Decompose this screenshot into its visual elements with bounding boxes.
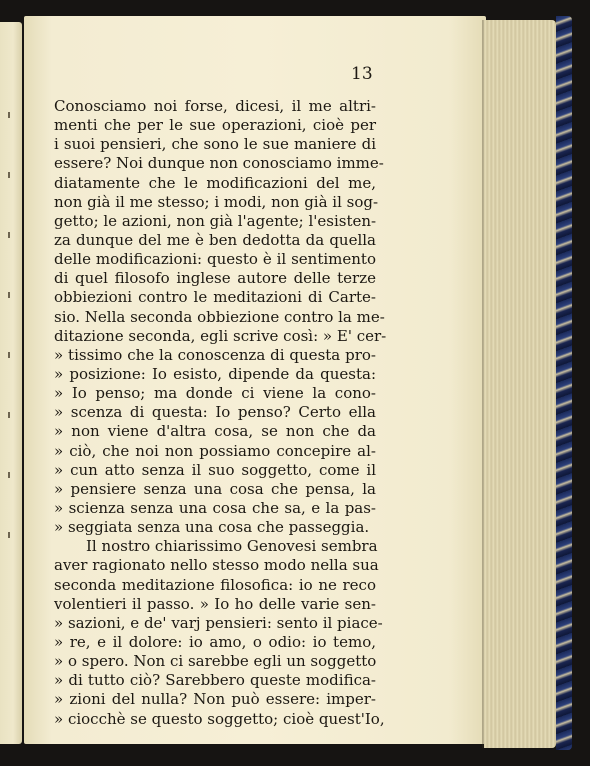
text-line: » sazioni, e de' varj pensieri: sento il piace- (54, 613, 383, 632)
text-line: » posizione: Io esisto, dipende da questa: (54, 364, 376, 383)
text-line: » Io penso; ma donde ci viene la cono- (54, 384, 376, 403)
text-line: sio. Nella seconda obbiezione contro la me- (54, 307, 385, 326)
text-line: obbiezioni contro le meditazioni di Carte- (54, 288, 376, 307)
text-line: diatamente che le modificazioni del me, (54, 173, 376, 192)
marbled-cover-edge (556, 16, 572, 750)
text-line: ditazione seconda, egli scrive così: » E' cer- (54, 326, 387, 345)
text-line: volentieri il passo. » Io ho delle varie sen- (54, 594, 376, 613)
text-line: » ciocchè se questo soggetto; cioè quest'Io, (54, 709, 385, 728)
text-line: » tissimo che la conoscenza di questa pro- (54, 345, 376, 364)
text-line: » scienza senza una cosa che sa, e la pas- (54, 498, 376, 517)
page-number: 13 (351, 64, 373, 84)
text-line: » pensiere senza una cosa che pensa, la (54, 479, 376, 498)
text-line: za dunque del me è ben dedotta da quella (54, 230, 376, 249)
text-line: » cun atto senza il suo soggetto, come il (54, 460, 376, 479)
text-line: getto; le azioni, non già l'agente; l'esisten- (54, 211, 377, 230)
text-line: » zioni del nulla? Non può essere: imper- (54, 690, 376, 709)
text-line: i suoi pensieri, che sono le sue maniere di (54, 135, 376, 154)
text-line: » di tutto ciò? Sarebbero queste modifica- (54, 671, 376, 690)
text-line: » ciò, che noi non possiamo concepire al- (54, 441, 376, 460)
text-line: menti che per le sue operazioni, cioè per (54, 116, 376, 135)
body-text (54, 97, 387, 729)
text-line: delle modificazioni: questo è il sentimento (54, 250, 376, 269)
text-line: aver ragionato nello stesso modo nella sua (54, 556, 379, 575)
text-line: di quel filosofo inglese autore delle terze (54, 269, 376, 288)
facing-page-edge (0, 22, 22, 744)
text-line: essere? Noi dunque non conosciamo imme- (54, 154, 384, 173)
text-line: » re, e il dolore: io amo, o odio: io temo, (54, 632, 376, 651)
text-line: » seggiata senza una cosa che passeggia. (54, 518, 370, 537)
text-line: seconda meditazione filosofica: io ne reco (54, 575, 376, 594)
text-line: Il nostro chiarissimo Genovesi sembra (86, 537, 378, 556)
page-stack-edges (484, 20, 556, 748)
text-line: non già il me stesso; i modi, non già il sog- (54, 192, 379, 211)
text-line: » scenza di questa: Io penso? Certo ella (54, 403, 376, 422)
text-line: » o spero. Non ci sarebbe egli un soggetto (54, 652, 377, 671)
text-line: Conosciamo noi forse, dicesi, il me altri- (54, 97, 376, 115)
text-line: » non viene d'altra cosa, se non che da (54, 422, 376, 441)
